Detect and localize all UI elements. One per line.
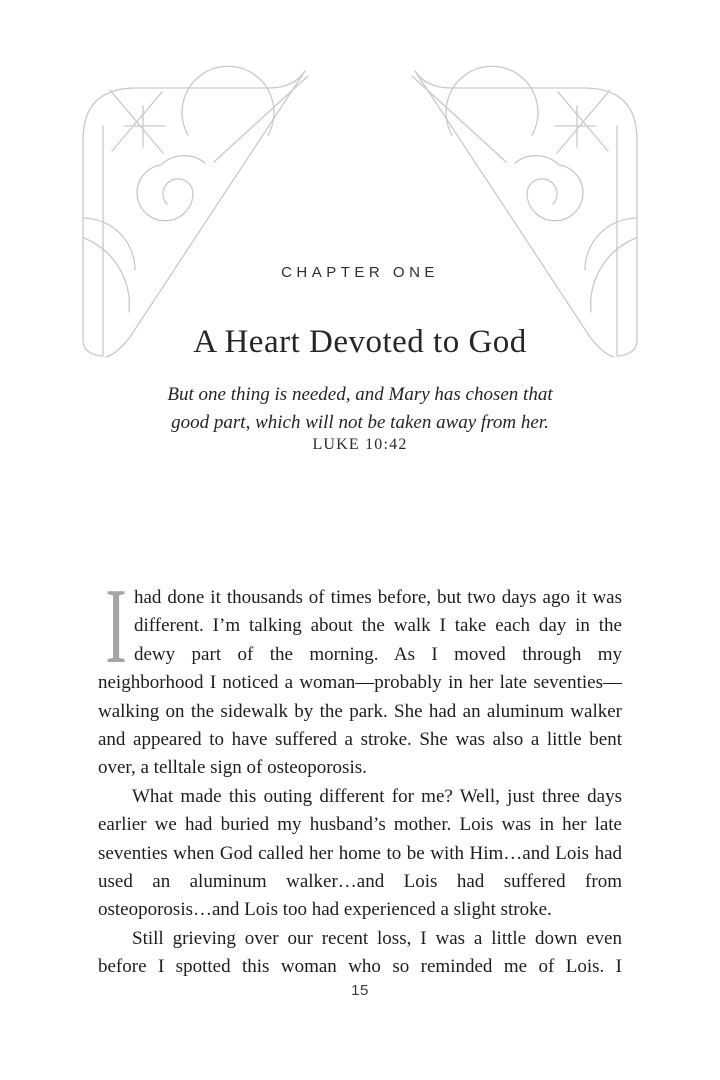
body-text [98,567,622,982]
paragraph-1-text: had done it thousands of times before, but two days ago it was different. I’m talking about the walk I take each day in the dewy part of the morning. As I moved through my neighborhood I noticed a woman—probably in her late seventies—walking on the sidewalk by the park. She had an aluminum walker and appeared to have suffered a stroke. She was also a little bent over, a telltale sign of osteoporosis. [98,587,622,779]
page-number: 15 [351,982,369,999]
corner-flourish-right-icon [411,62,648,362]
corner-flourish-left-icon [72,62,309,362]
epigraph-attribution: LUKE 10:42 [312,436,408,453]
paragraph-2: What made this outing different for me? Well, just three days earlier we had buried my husband’s mother. Lois was in her late seventies when God called her home to be with Him…and Lois had used an aluminum walker…and Lois had suffered from osteoporosis…and Lois too had experienced a slight stroke. [98,785,622,921]
epigraph [0,381,720,437]
paragraph-3: Still grieving over our recent loss, I was a little down even before I spotted this woman who so reminded me of Lois. I [98,927,622,978]
epigraph-line-2: good part, which will not be taken away from her. [171,412,549,433]
chapter-label: CHAPTER ONE [281,264,439,281]
flourish-strokes [412,66,637,357]
paragraph-1 [98,567,622,783]
epigraph-line-1: But one thing is needed, and Mary has chosen that [167,384,553,405]
flourish-strokes [83,66,308,357]
dropcap: I [105,567,127,686]
chapter-title: A Heart Devoted to God [193,324,527,360]
